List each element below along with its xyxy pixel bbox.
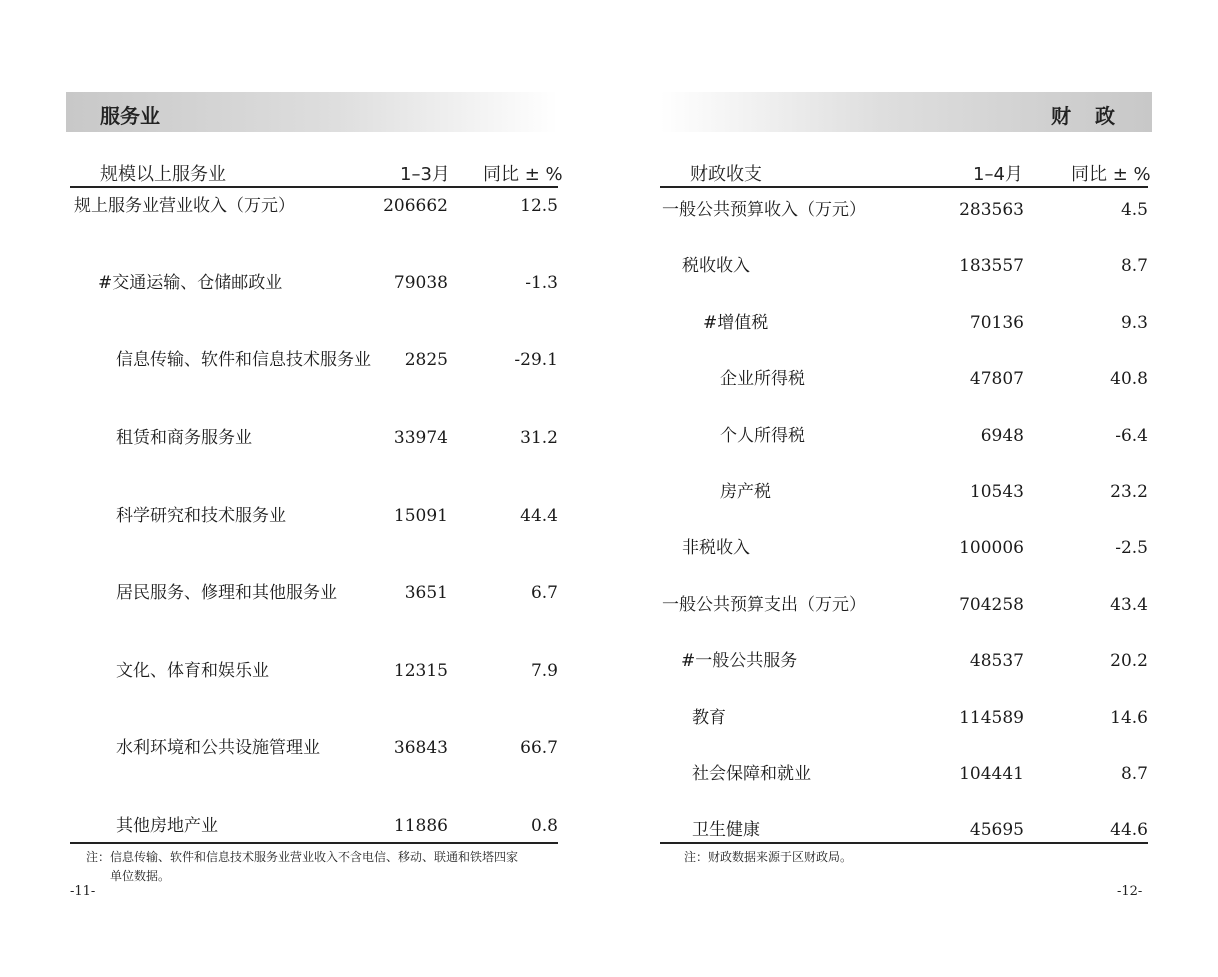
finance-row-yoy: 20.2 <box>1110 651 1148 672</box>
finance-row-yoy: 9.3 <box>1120 312 1148 333</box>
finance-row-name: 一般公共预算收入（万元） <box>662 200 866 220</box>
services-row-name: 居民服务、修理和其他服务业 <box>116 583 337 603</box>
services-row-yoy: 0.8 <box>530 816 558 836</box>
services-row-value: 79038 <box>393 273 448 293</box>
finance-row-yoy: 14.6 <box>1110 707 1148 728</box>
finance-row-yoy: 40.8 <box>1110 369 1148 390</box>
finance-row-value: 183557 <box>959 256 1024 277</box>
services-row-name: 信息传输、软件和信息技术服务业 <box>116 350 371 370</box>
finance-row-name: #增值税 <box>703 312 769 333</box>
services-row-yoy: 6.7 <box>530 583 558 603</box>
header-period-finance: 1–4月 <box>973 164 1023 185</box>
page-number-left: -11- <box>70 884 96 899</box>
services-row-yoy: -29.1 <box>514 350 558 370</box>
finance-row-value: 114589 <box>959 707 1024 728</box>
finance-row-yoy: -6.4 <box>1115 425 1148 446</box>
header-indicator-services: 规模以上服务业 <box>100 164 226 185</box>
section-title-services: 服务业 <box>100 104 160 128</box>
finance-row-yoy: 8.7 <box>1120 764 1148 784</box>
header-yoy-services: 同比 ± % <box>483 164 563 185</box>
footnote-services-line1: 注：信息传输、软件和信息技术服务业营业收入不含电信、移动、联通和铁塔四家 <box>86 850 519 864</box>
bottom-rule-finance <box>660 842 1148 844</box>
header-period-services: 1–3月 <box>400 164 450 185</box>
finance-row-value: 104441 <box>959 764 1024 784</box>
finance-row-value: 48537 <box>969 651 1024 672</box>
services-row-value: 12315 <box>393 661 448 681</box>
header-yoy-finance: 同比 ± % <box>1071 164 1151 185</box>
finance-row-name: 卫生健康 <box>692 820 760 841</box>
page-number-right: -12- <box>1117 884 1143 899</box>
footnote-services-line2: 单位数据。 <box>110 869 171 883</box>
finance-row-yoy: 44.6 <box>1110 820 1148 841</box>
services-row-value: 3651 <box>404 583 448 603</box>
finance-row-yoy: -2.5 <box>1115 538 1148 559</box>
services-row-name: 水利环境和公共设施管理业 <box>116 738 320 758</box>
finance-row-name: 社会保障和就业 <box>692 764 811 784</box>
finance-row-yoy: 43.4 <box>1110 594 1148 615</box>
finance-row-value: 45695 <box>969 820 1024 841</box>
services-row-name: 文化、体育和娱乐业 <box>116 661 269 681</box>
finance-row-value: 704258 <box>959 594 1024 615</box>
services-row-value: 206662 <box>383 196 448 216</box>
finance-row-yoy: 23.2 <box>1110 482 1148 502</box>
services-row-yoy: 44.4 <box>520 506 558 526</box>
header-indicator-finance: 财政收支 <box>690 164 762 185</box>
finance-row-value: 283563 <box>959 200 1024 220</box>
services-row-value: 36843 <box>393 738 448 758</box>
services-row-name: 规上服务业营业收入（万元） <box>74 196 295 216</box>
services-row-yoy: 7.9 <box>530 661 558 681</box>
finance-row-yoy: 4.5 <box>1120 200 1148 220</box>
finance-row-name: 企业所得税 <box>720 369 805 390</box>
services-row-value: 15091 <box>393 506 448 526</box>
finance-row-value: 47807 <box>969 369 1024 390</box>
finance-row-value: 100006 <box>959 538 1024 559</box>
header-rule-finance <box>660 186 1148 188</box>
services-row-yoy: 31.2 <box>520 428 558 448</box>
finance-row-name: 非税收入 <box>682 538 750 559</box>
finance-row-name: 教育 <box>692 707 726 728</box>
services-row-value: 2825 <box>404 350 448 370</box>
services-row-yoy: 66.7 <box>520 738 558 758</box>
finance-row-value: 70136 <box>969 312 1024 333</box>
finance-row-name: 房产税 <box>720 482 771 502</box>
finance-row-value: 6948 <box>980 425 1024 446</box>
services-row-name: 科学研究和技术服务业 <box>116 506 286 526</box>
header-rule-services <box>70 186 558 188</box>
services-row-yoy: -1.3 <box>525 273 558 293</box>
services-row-value: 33974 <box>393 428 448 448</box>
services-row-name: 租赁和商务服务业 <box>116 428 252 448</box>
services-row-name: #交通运输、仓储邮政业 <box>98 273 283 293</box>
services-row-yoy: 12.5 <box>520 196 558 216</box>
finance-row-yoy: 8.7 <box>1120 256 1148 277</box>
finance-row-name: 一般公共预算支出（万元） <box>662 594 866 615</box>
bottom-rule-services <box>70 842 558 844</box>
services-row-name: 其他房地产业 <box>116 816 218 836</box>
finance-row-name: #一般公共服务 <box>681 651 798 672</box>
footnote-finance: 注：财政数据来源于区财政局。 <box>684 850 853 864</box>
finance-row-name: 税收收入 <box>682 256 750 277</box>
finance-row-name: 个人所得税 <box>720 425 805 446</box>
finance-row-value: 10543 <box>969 482 1024 502</box>
services-row-value: 11886 <box>393 816 448 836</box>
section-title-finance: 财政 <box>1051 104 1139 128</box>
